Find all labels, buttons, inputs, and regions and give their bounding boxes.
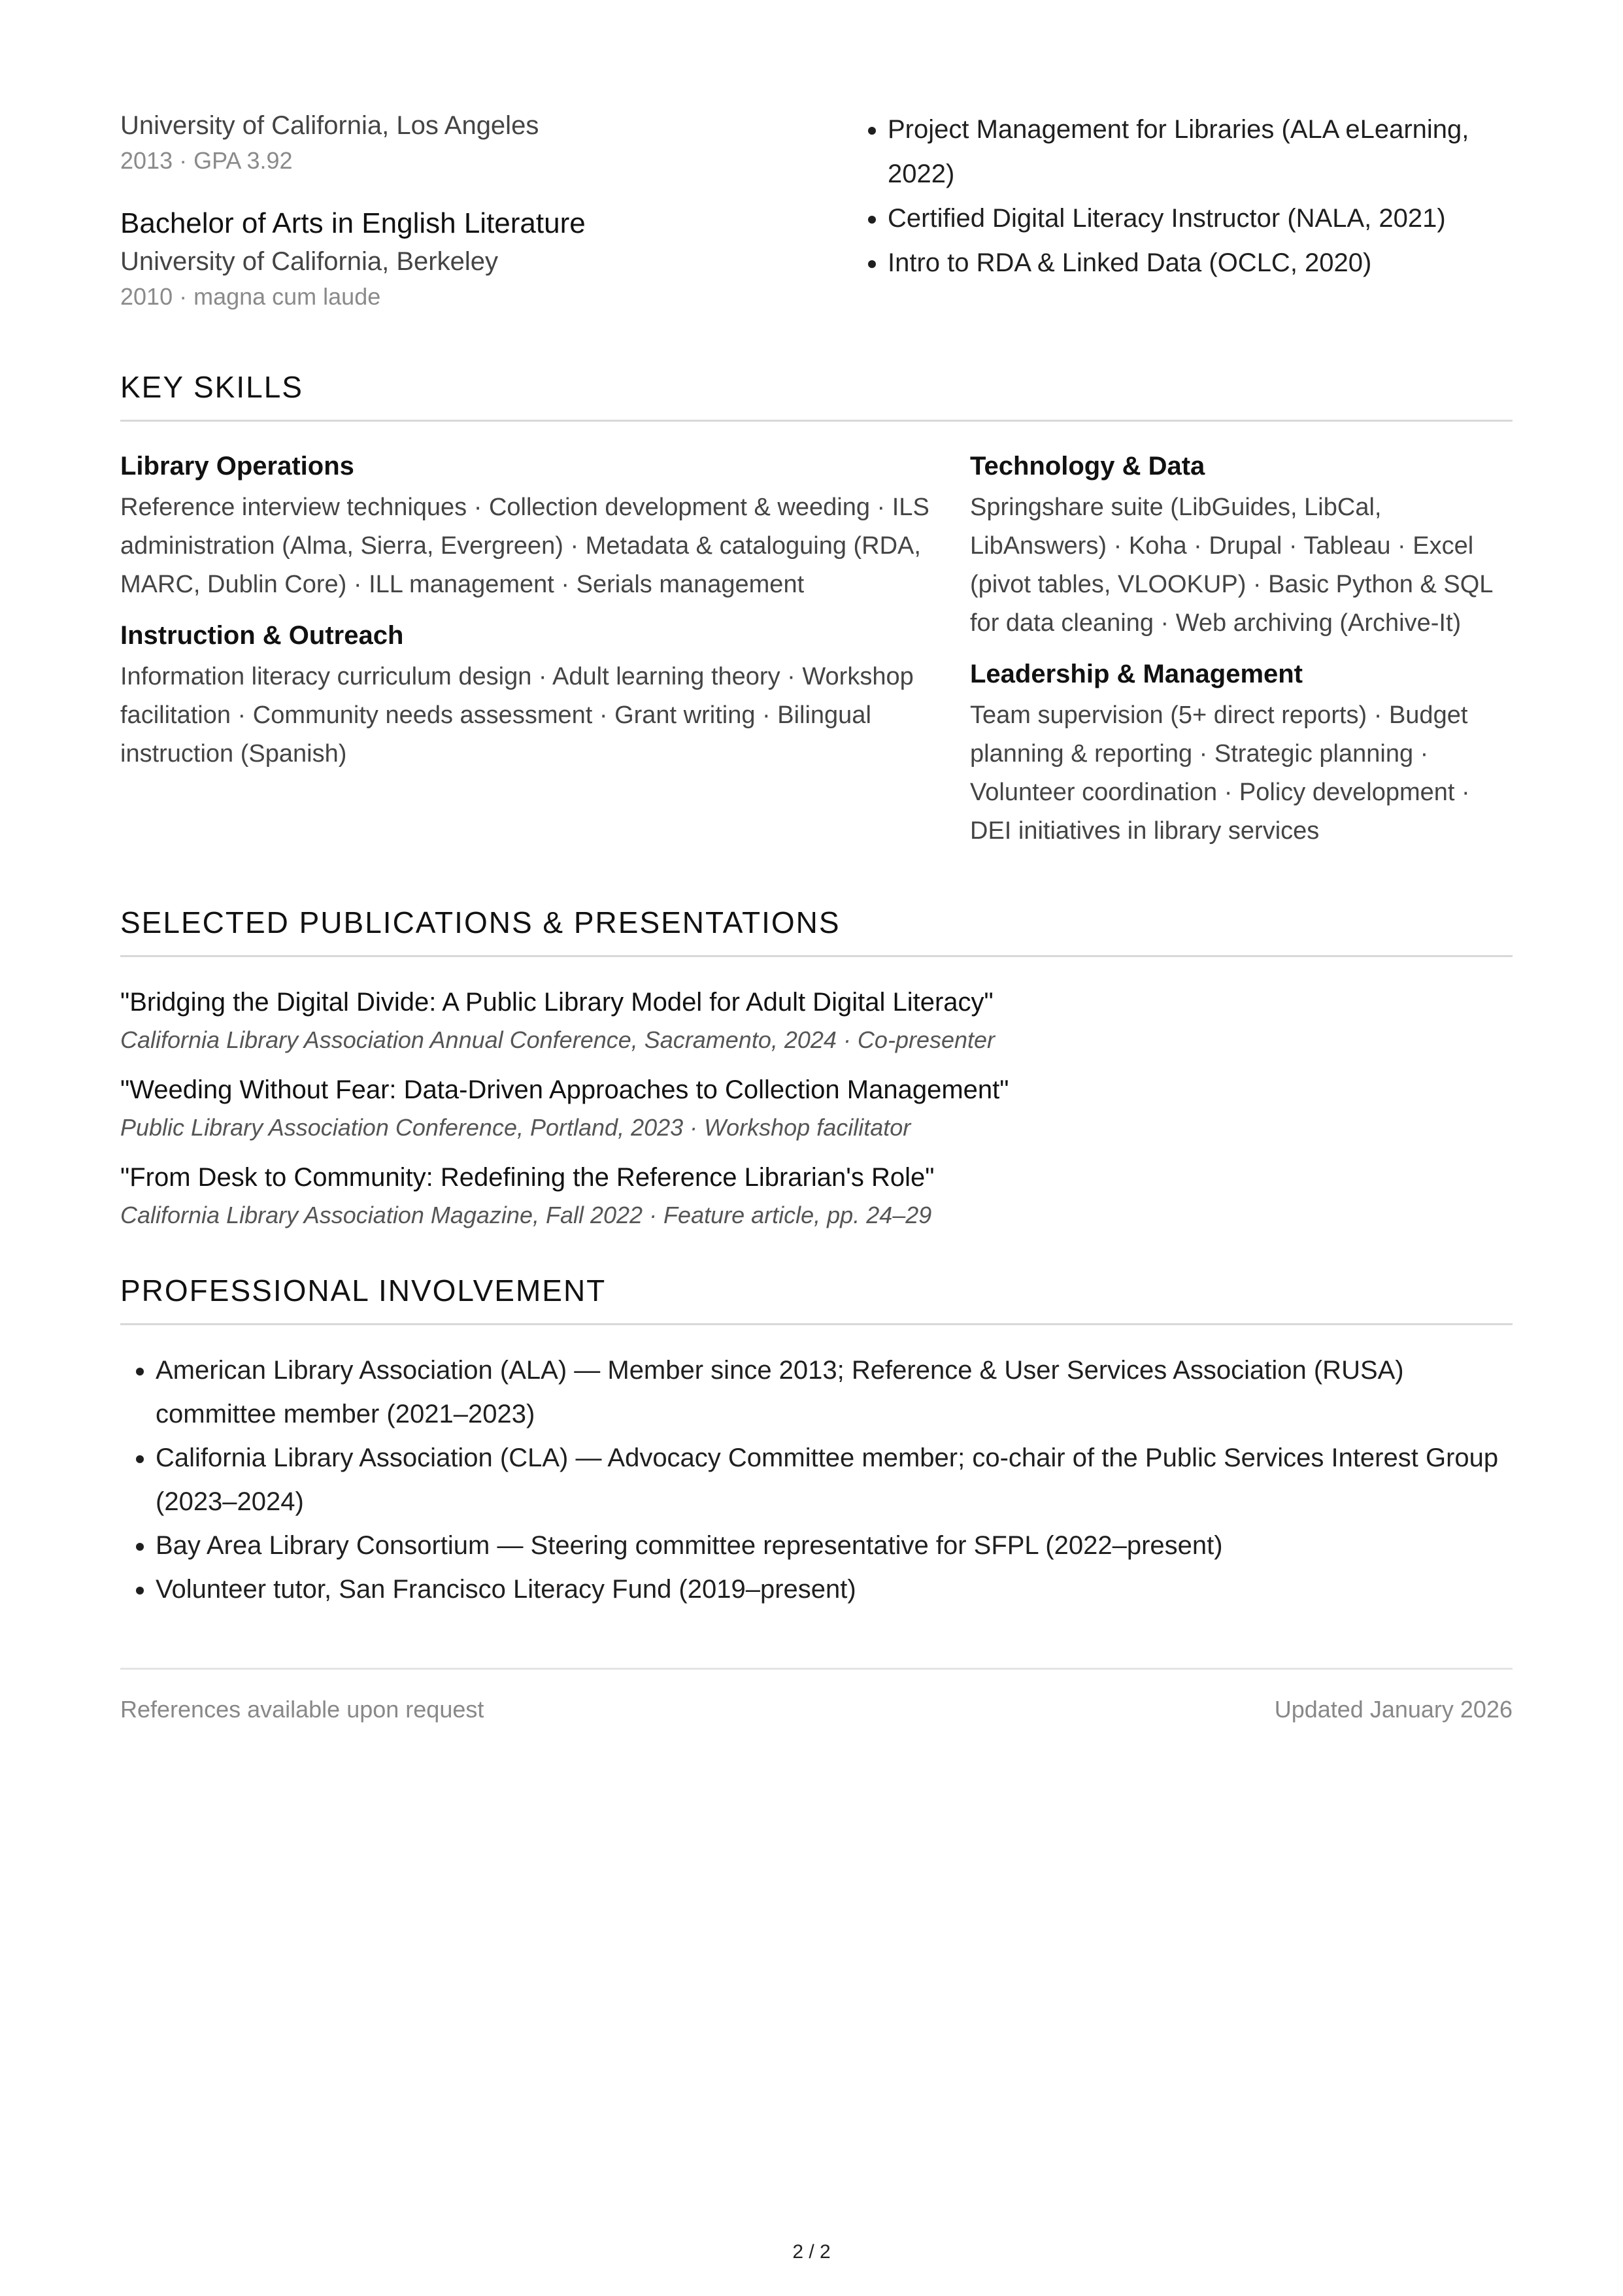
education-column — [120, 98, 813, 314]
section-title-key-skills: KEY SKILLS — [120, 370, 303, 404]
skill-group-heading: Library Operations — [120, 452, 354, 481]
publication-title: "Bridging the Digital Divide: A Public Library Model for Adult Digital Literacy" — [120, 988, 994, 1017]
footer-row — [120, 1696, 1513, 1723]
publication-item — [120, 1070, 1513, 1145]
skill-group — [970, 447, 1513, 643]
certifications-column — [852, 98, 1513, 314]
skill-group-text: Team supervision (5+ direct reports) · Budget planning & reporting · Strategic planning · Volunteer coordination · Policy development · DEI initiatives in library services — [970, 701, 1470, 845]
certification-item: • Certified Digital Literacy Instructor (NALA, 2021) — [888, 196, 1513, 241]
skill-group-heading: Technology & Data — [970, 452, 1205, 481]
skills-column-left — [120, 447, 937, 862]
skill-group — [120, 447, 937, 604]
skill-group-text: Information literacy curriculum design · Adult learning theory · Workshop facilitation · Community needs assessment · Grant writing · Bilingual instruction (Spanish) — [120, 663, 914, 768]
section-title-involvement: PROFESSIONAL INVOLVEMENT — [120, 1274, 607, 1308]
key-skills-section — [120, 367, 1513, 862]
education-school: University of California, Los Angeles — [120, 111, 539, 140]
education-entry — [120, 204, 813, 314]
publication-title: "From Desk to Community: Redefining the Reference Librarian's Role" — [120, 1163, 935, 1192]
education-meta: 2010 · magna cum laude — [120, 283, 381, 310]
publication-venue: California Library Association Annual Conference, Sacramento, 2024 · Co-presenter — [120, 1026, 996, 1053]
education-entry — [120, 107, 813, 178]
skill-group-text: Springshare suite (LibGuides, LibCal, LibAnswers) · Koha · Drupal · Tableau · Excel (pivot tables, VLOOKUP) · Basic Python & SQL for data cleaning · Web archiving (Archive-It) — [970, 494, 1493, 637]
skills-grid — [120, 447, 1513, 862]
publications-list — [120, 982, 1513, 1233]
section-title-publications: SELECTED PUBLICATIONS & PRESENTATIONS — [120, 905, 841, 939]
certification-item: • Intro to RDA & Linked Data (OCLC, 2020) — [888, 241, 1513, 285]
publication-venue: California Library Association Magazine, Fall 2022 · Feature article, pp. 24–29 — [120, 1202, 932, 1228]
certifications-list — [852, 107, 1513, 285]
footer-divider — [120, 1668, 1513, 1670]
skills-column-right — [970, 447, 1513, 862]
education-meta: 2013 · GPA 3.92 — [120, 147, 293, 174]
footer-references-note: References available upon request — [120, 1696, 484, 1723]
involvement-item: • Bay Area Library Consortium — Steering committee representative for SFPL (2022–present) — [156, 1524, 1513, 1568]
skill-group-heading: Leadership & Management — [970, 660, 1303, 688]
involvement-item: • California Library Association (CLA) — Advocacy Committee member; co-chair of the Public Services Interest Group (2023–2024) — [156, 1436, 1513, 1524]
certification-item: • Project Management for Libraries (ALA eLearning, 2022) — [888, 107, 1513, 196]
publication-title: "Weeding Without Fear: Data-Driven Approaches to Collection Management" — [120, 1075, 1009, 1104]
section-divider — [120, 420, 1513, 422]
involvement-item: • Volunteer tutor, San Francisco Literacy Fund (2019–present) — [156, 1568, 1513, 1612]
education-certifications-block — [120, 98, 1513, 314]
section-divider — [120, 1323, 1513, 1325]
publication-item — [120, 1157, 1513, 1233]
skill-group — [970, 654, 1513, 851]
skill-group-heading: Instruction & Outreach — [120, 621, 404, 650]
involvement-section — [120, 1271, 1513, 1612]
involvement-list — [120, 1349, 1513, 1612]
skill-group-text: Reference interview techniques · Collection development & weeding · ILS administration (Alma, Sierra, Evergreen) · Metadata & cataloguing (RDA, MARC, Dublin Core) · ILL management · Serials management — [120, 494, 929, 598]
resume-page — [120, 98, 1513, 1723]
resume-footer — [120, 1668, 1513, 1723]
footer-updated-date: Updated January 2026 — [1274, 1696, 1513, 1723]
skill-group — [120, 616, 937, 773]
section-divider — [120, 955, 1513, 957]
education-degree: Bachelor of Arts in English Literature — [120, 207, 586, 239]
publication-venue: Public Library Association Conference, Portland, 2023 · Workshop facilitator — [120, 1114, 911, 1141]
page-number: 2 / 2 — [792, 2241, 831, 2263]
publication-item — [120, 982, 1513, 1058]
publications-section — [120, 903, 1513, 1233]
involvement-item: • American Library Association (ALA) — Member since 2013; Reference & User Services Association (RUSA) committee member (2021–2023) — [156, 1349, 1513, 1436]
education-school: University of California, Berkeley — [120, 247, 498, 276]
